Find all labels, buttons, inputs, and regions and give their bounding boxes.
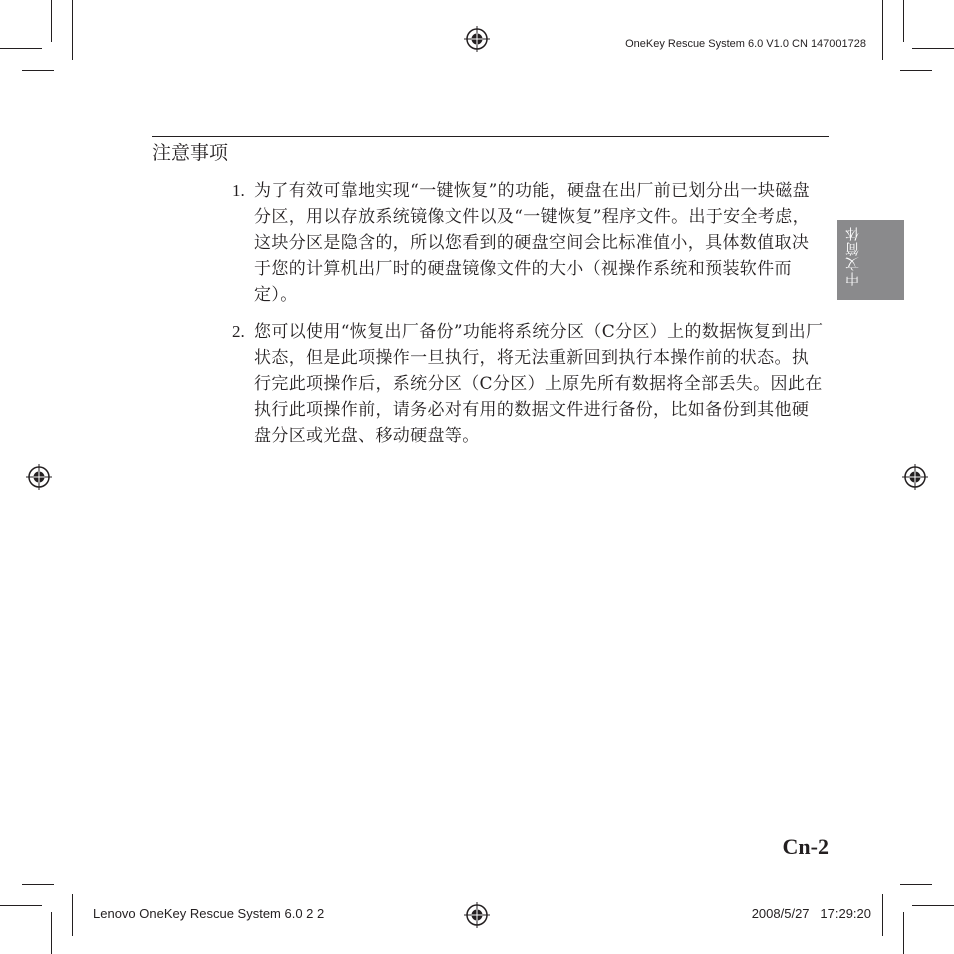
registration-mark-icon — [464, 26, 490, 52]
crop-mark — [0, 48, 42, 49]
footer-file-info: Lenovo OneKey Rescue System 6.0 2 2 — [93, 906, 325, 921]
list-item — [232, 319, 832, 449]
footer-timestamp — [752, 906, 871, 921]
item-number: 1. — [232, 181, 245, 200]
crop-mark — [882, 0, 883, 60]
footer-time: 17:29:20 — [820, 906, 871, 921]
crop-mark — [0, 905, 42, 906]
crop-mark — [22, 70, 54, 71]
crop-mark — [912, 48, 954, 49]
crop-mark — [900, 70, 932, 71]
language-tab — [837, 220, 904, 300]
list-item — [232, 178, 832, 308]
item-text: 为了有效可靠地实现“一键恢复”的功能，硬盘在出厂前已划分出一块磁盘分区，用以存放系统镜像文件以及“一键恢复”程序文件。出于安全考虑，这块分区是隐含的，所以您看到的硬盘空间会比标准值小，具体数值取决于您的计算机出厂时的硬盘镜像文件的大小（视操作系统和预装软件而定）。 — [254, 181, 810, 305]
crop-mark — [72, 894, 73, 936]
registration-mark-icon — [464, 902, 490, 928]
item-text: 您可以使用“恢复出厂备份”功能将系统分区（C分区）上的数据恢复到出厂状态，但是此项操作一旦执行，将无法重新回到执行本操作前的状态。执行完此项操作后，系统分区（C分区）上原先所有数据将全部丢失。因此在执行此项操作前，请务必对有用的数据文件进行备份，比如备份到其他硬盘分区或光盘、移动硬盘等。 — [254, 322, 824, 446]
footer-date: 2008/5/27 — [751, 906, 810, 921]
crop-mark — [22, 884, 54, 885]
section-divider — [152, 136, 829, 137]
language-tab-label: 中文简体 — [845, 226, 861, 286]
registration-mark-icon — [26, 464, 52, 490]
crop-mark — [72, 0, 73, 60]
crop-mark — [51, 0, 52, 42]
section-title: 注意事项 — [152, 142, 229, 164]
page-number: Cn-2 — [782, 834, 829, 859]
notes-list — [232, 178, 832, 460]
item-number: 2. — [232, 322, 245, 341]
registration-mark-icon — [902, 464, 928, 490]
crop-mark — [903, 912, 904, 954]
crop-mark — [51, 912, 52, 954]
crop-mark — [900, 884, 932, 885]
crop-mark — [912, 905, 954, 906]
crop-mark — [903, 0, 904, 42]
document-header: OneKey Rescue System 6.0 V1.0 CN 147001728 — [625, 38, 866, 50]
crop-mark — [882, 894, 883, 936]
